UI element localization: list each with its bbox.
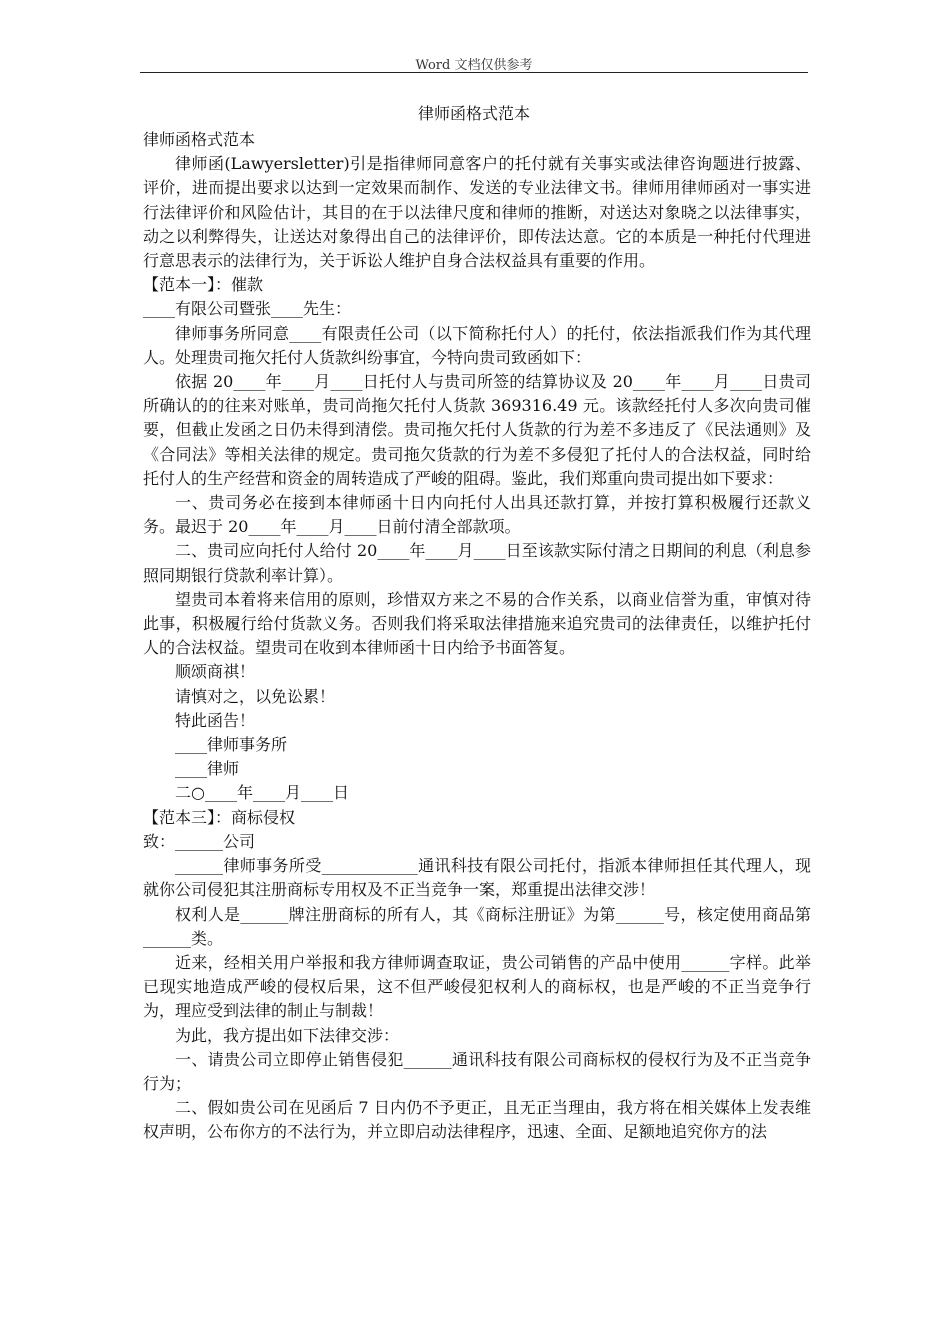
header-divider [140,72,808,73]
section-heading: 律师函格式范本 [143,130,256,149]
demand-item-one: 一、贵司务必在接到本律师函十日内向托付人出具还款打算，并按打算积极履行还款义务。最迟于 20____年____月____日前付清全部款项。 [143,493,811,537]
document-title: 律师函格式范本 [417,104,530,123]
signature-lawyer: ____律师 [175,759,240,779]
page-header: Word 文档仅供参考 [415,58,533,73]
intro-paragraph: 律师函(Lawyersletter)引是指律师同意客户的托付就有关事实或法律咨询题进行披露、评价，进而提出要求以达到一定效果而制作、发送的专业法律文书。律师用律师函对一事实进行法律评价和风险估计，其目的在于以法律尺度和律师的推断，对送达对象晓之以法律事实，动之以利弊得失，让送达对象得出自己的法律评价，即传法达意。它的本质是一种托付代理进行意思表示的法律行为，关于诉讼人维护自身合法权益具有重要的作用。 [143,154,811,271]
document-body [143,128,811,1145]
paragraph: 望贵司本着将来信用的原则，珍惜双方来之不易的合作关系，以商业信誉为重，审慎对待此事，积极履行给付货款义务。否则我们将采取法律措施来追究贵司的法律责任，以维护托付人的合法权益。望贵司在收到本律师函十日内给予书面答复。 [143,589,811,658]
paragraph: 依据 20____年____月____日托付人与贵司所签的结算协议及 20____年____月____日贵司所确认的的往来对账单，贵司尚拖欠托付人货款 369316.49 元。该款经托付人多次向贵司催要，但截止发函之日仍未得到清偿。贵司拖欠托付人货款的行为差不多违反了《民法通则》及《合同法》等相关法律的规定。贵司拖欠货款的行为差不多侵犯了托付人的合法权益，同时给托付人的生产经营和资金的周转造成了严峻的阻碍。鉴此，我们郑重向贵司提出如下要求： [143,372,811,488]
paragraph: ______律师事务所受____________通讯科技有限公司托付，指派本律师担任其代理人，现就你公司侵犯其注册商标专用权及不正当竞争一案，郑重提出法律交涉！ [143,856,811,900]
demand-item-one: 一、请贵公司立即停止销售侵犯______通讯科技有限公司商标权的侵权行为及不正当竞争行为； [143,1049,811,1093]
paragraph: 权利人是______牌注册商标的所有人，其《商标注册证》为第______号，核定使用商品第______类。 [143,904,811,948]
salutation: ____有限公司暨张____先生： [143,299,352,319]
template-one-heading: 【范本一】：催款 [143,275,264,295]
template-three-heading: 【范本三】：商标侵权 [143,807,296,827]
demand-item-two: 二、贵司应向托付人给付 20____年____月____日至该款实际付清之日期间的利息（利息参照同期银行贷款利率计算）。 [143,541,811,585]
closing-line: 请慎对之，以免讼累！ [175,686,336,706]
closing-line: 特此函告！ [175,710,256,730]
signature-firm: ____律师事务所 [175,735,288,755]
paragraph: 为此，我方提出如下法律交涉： [175,1025,400,1045]
demand-item-two: 二、假如贵公司在见函后 7 日内仍不予更正，且无正当理由，我方将在相关媒体上发表维权声明，公布你方的不法行为，并立即启动法律程序，迅速、全面、足额地追究你方的法 [143,1098,811,1142]
paragraph: 律师事务所同意____有限责任公司（以下简称托付人）的托付，依法指派我们作为其代理人。处理贵司拖欠托付人货款纠纷事宜，今特向贵司致函如下： [143,323,811,367]
paragraph: 近来，经相关用户举报和我方律师调查取证，贵公司销售的产品中使用______字样。此举已现实地造成严峻的侵权后果，这不但严峻侵犯权利人的商标权，也是严峻的不正当竞争行为，理应受到法律的制止与制裁！ [143,952,811,1021]
signature-date: 二○____年____月____日 [175,783,349,803]
salutation: 致：______公司 [143,831,256,851]
closing-line: 顺颂商祺！ [175,662,256,682]
